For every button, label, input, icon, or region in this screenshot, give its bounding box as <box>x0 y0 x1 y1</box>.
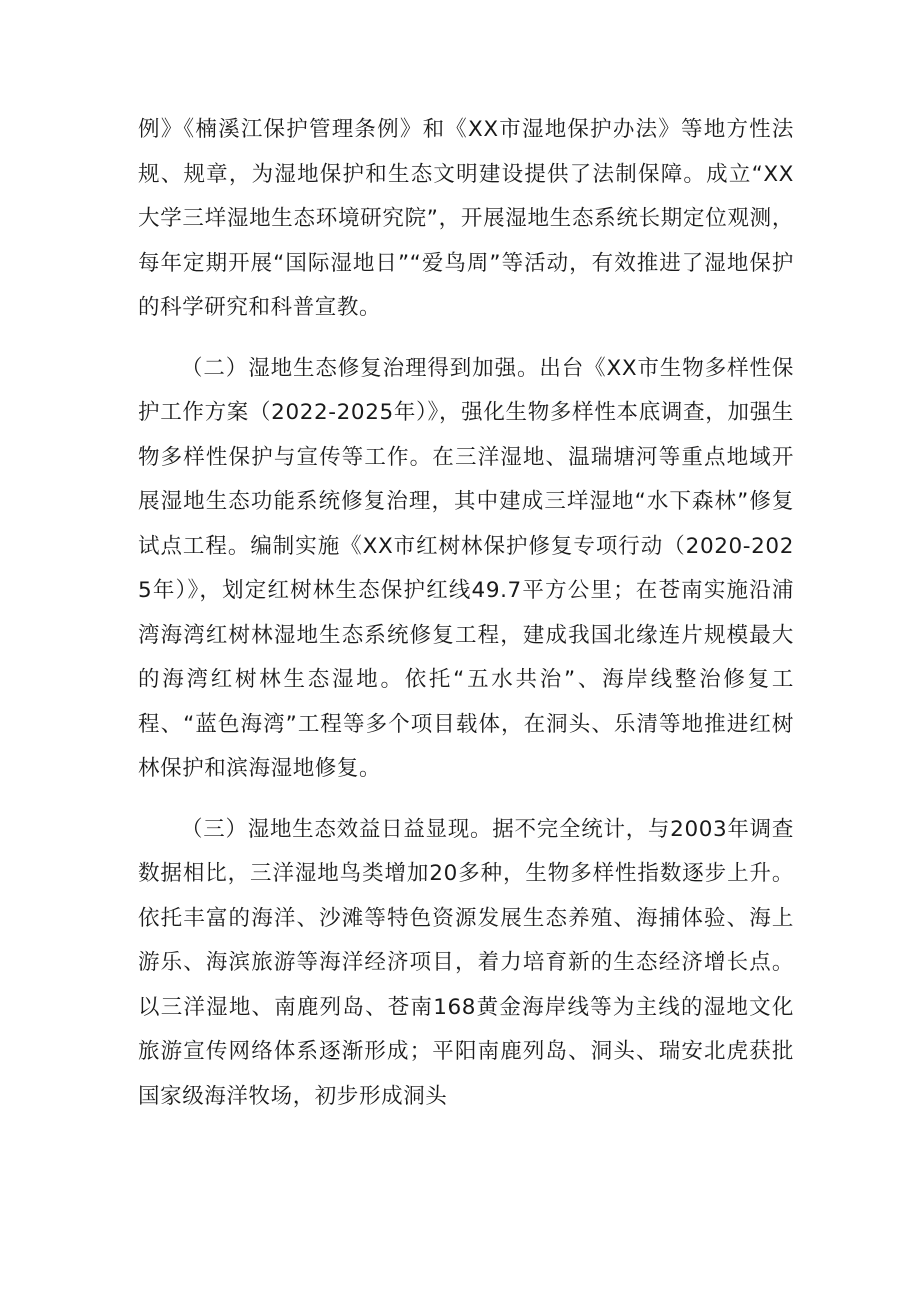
paragraph-section-two: （二）湿地生态修复治理得到加强。出台《XX市生物多样性保护工作方案（2022-2025年）》，强化生物多样性本底调查，加强生物多样性保护与宣传等工作。在三洋湿地、温瑞塘河等重点地域开展湿地生态功能系统修复治理，其中建成三垟湿地“水下森林”修复试点工程。编制实施《XX市红树林保护修复专项行动（2020-2025年）》，划定红树林生态保护红线49.7平方公里；在苍南实施沿浦湾海湾红树林湿地生态系统修复工程，建成我国北缘连片规模最大的海湾红树林生态湿地。依托“五水共治”、海岸线整治修复工程、“蓝色海湾”工程等多个项目载体，在洞头、乐清等地推进红树林保护和滨海湿地修复。 <box>138 355 794 781</box>
paragraph-continuation: 例》《楠溪江保护管理条例》和《XX市湿地保护办法》等地方性法规、规章，为湿地保护和生态文明建设提供了法制保障。成立“XX大学三垟湿地生态环境研究院”，开展湿地生态系统长期定位观测，每年定期开展“国际湿地日”“爱鸟周”等活动，有效推进了湿地保护的科学研究和科普宣教。 <box>138 117 794 320</box>
document-page <box>138 108 794 1119</box>
paragraph-section-three: （三）湿地生态效益日益显现。据不完全统计，与2003年调查数据相比，三洋湿地鸟类增加20多种，生物多样性指数逐步上升。依托丰富的海洋、沙滩等特色资源发展生态养殖、海捕体验、海上游乐、海滨旅游等海洋经济项目，着力培育新的生态经济增长点。以三洋湿地、南鹿列岛、苍南168黄金海岸线等为主线的湿地文化旅游宣传网络体系逐渐形成；平阳南鹿列岛、洞头、瑞安北虎获批国家级海洋牧场，初步形成洞头 <box>138 816 794 1109</box>
